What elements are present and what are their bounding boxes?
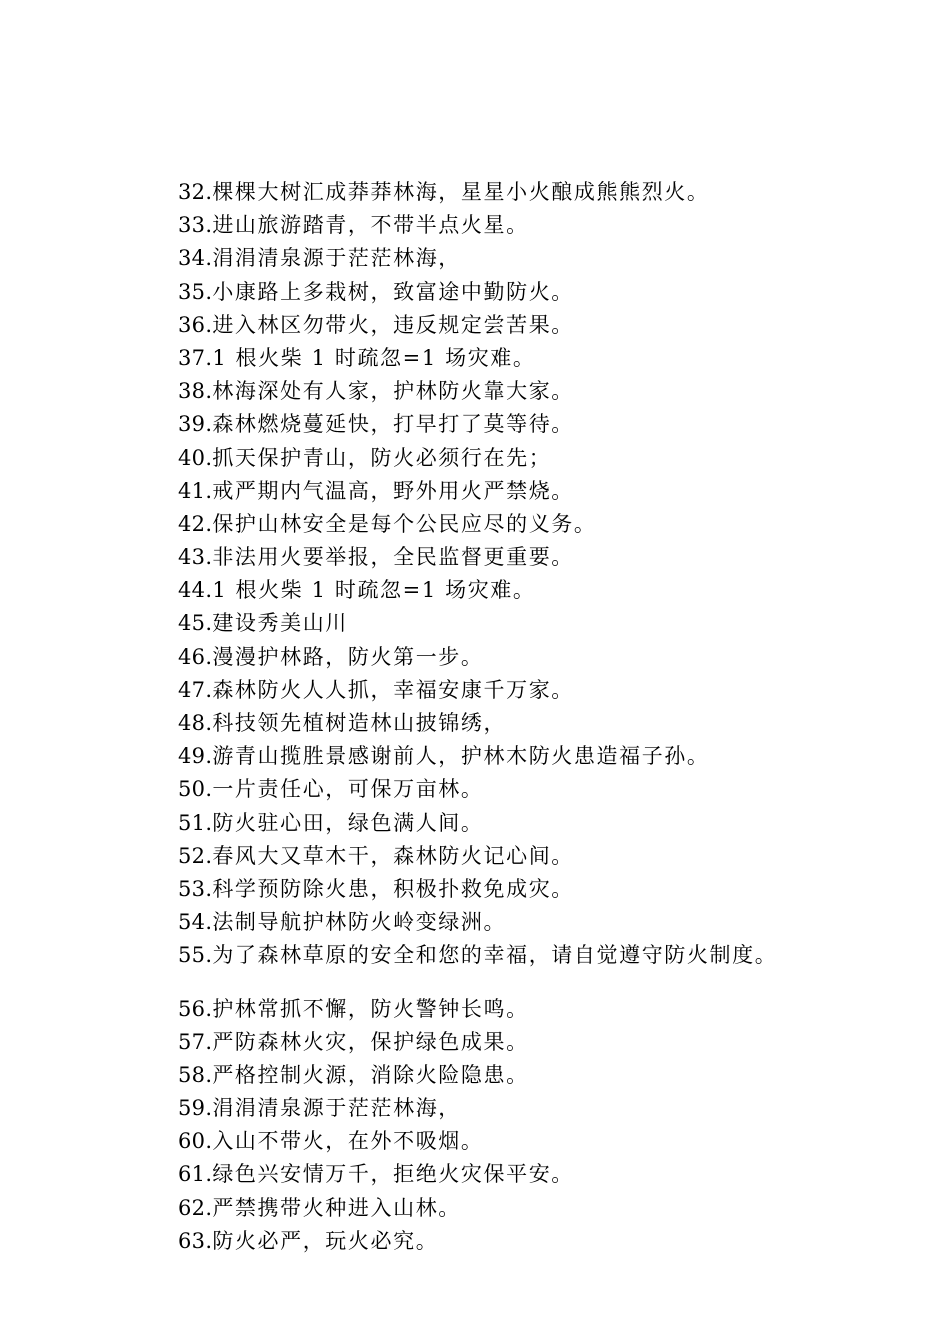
item-number: 54. (178, 910, 213, 935)
list-item (178, 873, 938, 906)
list-item (178, 906, 938, 939)
item-number: 33. (178, 213, 213, 238)
item-number: 43. (178, 545, 213, 570)
item-number: 52. (178, 843, 213, 868)
item-text: 护林常抓不懈，防火警钟长鸣。 (212, 996, 529, 1021)
item-number: 38. (178, 379, 213, 404)
item-number: 40. (178, 445, 213, 470)
item-text: 为了森林草原的安全和您的幸福，请自觉遵守防火制度。 (212, 943, 778, 968)
list-item (178, 309, 938, 342)
list-item (178, 607, 938, 640)
list-item (178, 707, 938, 740)
item-number: 45. (178, 611, 213, 636)
item-text: 游青山揽胜景感谢前人，护林木防火患造福子孙。 (212, 744, 710, 769)
item-text: 科学预防除火患，积极扑救免成灾。 (212, 876, 574, 901)
item-text: 小康路上多栽树，致富途中勤防火。 (212, 279, 574, 304)
list-item (178, 1192, 938, 1225)
item-text: 严禁携带火种进入山林。 (212, 1195, 461, 1220)
item-text: 棵棵大树汇成莽莽林海，星星小火酿成熊熊烈火。 (212, 180, 710, 204)
list-item (178, 840, 938, 873)
item-text: 建设秀美山川 (212, 611, 348, 636)
item-number: 51. (178, 810, 213, 835)
item-text: 严格控制火源，消除火险隐患。 (212, 1062, 529, 1087)
item-text: 林海深处有人家，护林防火靠大家。 (212, 379, 574, 404)
item-text: 科技领先植树造林山披锦绣， (212, 711, 507, 735)
item-text: 保护山林安全是每个公民应尽的义务。 (212, 511, 597, 536)
list-item (178, 1225, 938, 1258)
item-number: 56. (178, 996, 213, 1021)
item-number: 62. (178, 1195, 213, 1220)
item-number: 58. (178, 1062, 213, 1087)
item-number: 42. (178, 511, 213, 536)
list-item (178, 1158, 938, 1191)
list-item (178, 541, 938, 574)
list-item (178, 993, 938, 1026)
item-text: 防火驻心田，绿色满人间。 (212, 810, 484, 835)
list-item (178, 574, 938, 607)
item-number: 48. (178, 711, 213, 735)
item-number: 32. (178, 180, 213, 204)
list-item (178, 1059, 938, 1092)
item-text: 1 根火柴 1 时疏忽=1 场灾难。 (212, 345, 536, 370)
list-item (178, 773, 938, 806)
list-item (178, 674, 938, 707)
list-item (178, 1026, 938, 1059)
item-text: 1 根火柴 1 时疏忽=1 场灾难。 (212, 578, 536, 603)
item-number: 53. (178, 876, 213, 901)
item-number: 46. (178, 644, 213, 669)
item-number: 34. (178, 246, 213, 271)
list-item (178, 209, 938, 242)
list-item (178, 1092, 938, 1125)
list-item (178, 508, 938, 541)
item-text: 抓天保护青山，防火必须行在先； (212, 445, 552, 470)
item-number: 60. (178, 1129, 213, 1154)
item-number: 36. (178, 312, 213, 337)
item-text: 绿色兴安情万千，拒绝火灾保平安。 (212, 1162, 574, 1187)
item-text: 进山旅游踏青，不带半点火星。 (212, 213, 529, 238)
item-number: 44. (178, 578, 213, 603)
list-item (178, 442, 938, 475)
item-text: 防火必严，玩火必究。 (212, 1228, 439, 1253)
item-text: 严防森林火灾，保护绿色成果。 (212, 1029, 529, 1054)
item-text: 漫漫护林路，防火第一步。 (212, 644, 484, 669)
item-number: 50. (178, 777, 213, 802)
list-item (178, 807, 938, 840)
item-number: 59. (178, 1096, 213, 1121)
list-item (178, 342, 938, 375)
item-number: 61. (178, 1162, 213, 1187)
item-number: 35. (178, 279, 213, 304)
item-number: 55. (178, 943, 213, 968)
list-item (178, 740, 938, 773)
list-item (178, 276, 938, 309)
list-item (178, 408, 938, 441)
slogan-list (178, 176, 938, 1258)
item-number: 37. (178, 345, 213, 370)
item-text: 戒严期内气温高，野外用火严禁烧。 (212, 478, 574, 503)
item-text: 一片责任心，可保万亩林。 (212, 777, 484, 802)
item-number: 41. (178, 478, 213, 503)
item-text: 进入林区勿带火，违反规定尝苦果。 (212, 312, 574, 337)
item-number: 39. (178, 412, 213, 437)
item-text: 春风大又草木干，森林防火记心间。 (212, 843, 574, 868)
item-text: 森林防火人人抓，幸福安康千万家。 (212, 677, 574, 702)
list-item (178, 939, 938, 972)
list-item (178, 176, 938, 209)
item-number: 57. (178, 1029, 213, 1054)
list-item (178, 375, 938, 408)
list-item (178, 242, 938, 275)
item-number: 63. (178, 1228, 213, 1253)
list-item (178, 475, 938, 508)
item-text: 涓涓清泉源于茫茫林海， (212, 1096, 461, 1121)
item-number: 49. (178, 744, 213, 769)
item-text: 森林燃烧蔓延快，打早打了莫等待。 (212, 412, 574, 437)
item-number: 47. (178, 677, 213, 702)
item-text: 法制导航护林防火岭变绿洲。 (212, 910, 507, 935)
item-text: 非法用火要举报，全民监督更重要。 (212, 545, 574, 570)
item-text: 涓涓清泉源于茫茫林海， (212, 246, 461, 271)
item-text: 入山不带火，在外不吸烟。 (212, 1129, 484, 1154)
list-item (178, 1125, 938, 1158)
list-item (178, 641, 938, 674)
